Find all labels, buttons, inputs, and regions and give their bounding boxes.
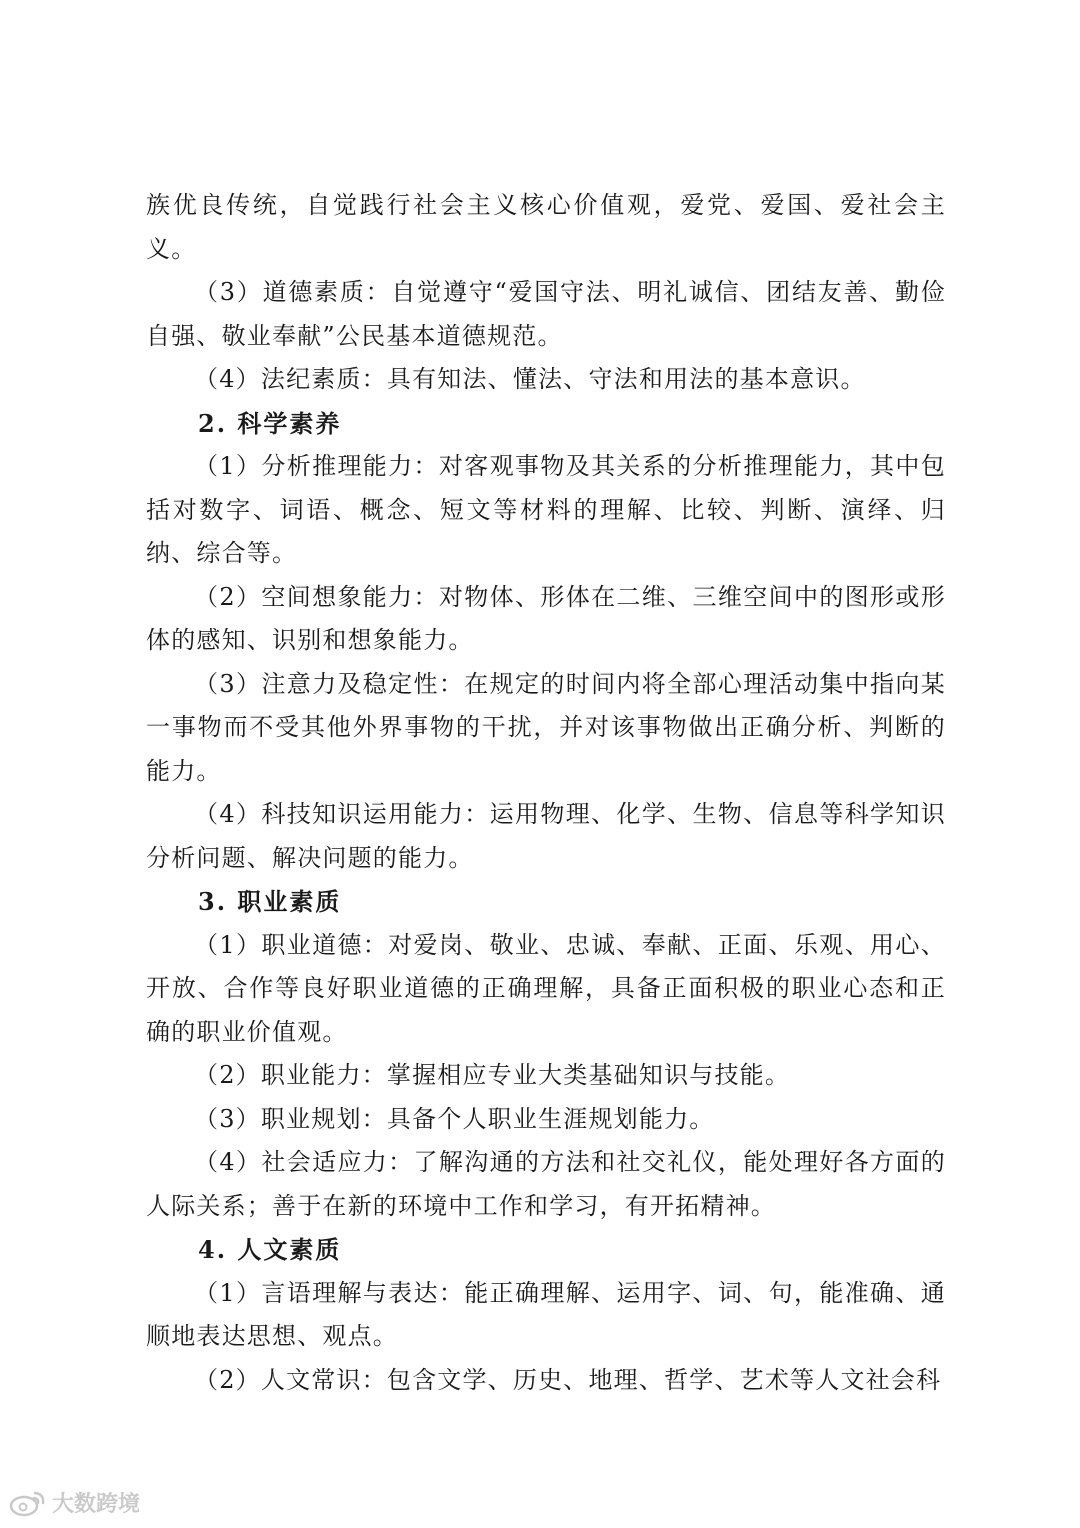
watermark-text: 大数跨境 [52, 1492, 141, 1517]
body-paragraph: （3）注意力及稳定性：在规定的时间内将全部心理活动集中指向某一事物而不受其他外界事物的干扰，并对该事物做出正确分析、判断的能力。 [146, 669, 946, 785]
section-heading: 2. 科学素养 [198, 408, 342, 438]
body-paragraph: （2）空间想象能力：对物体、形体在二维、三维空间中的图形或形体的感知、识别和想象能力。 [146, 582, 946, 654]
body-paragraph: （2）职业能力：掌握相应专业大类基础知识与技能。 [194, 1061, 791, 1089]
body-paragraph: （1）职业道德：对爱岗、敬业、忠诚、奉献、正面、乐观、用心、开放、合作等良好职业道德的正确理解，具备正面积极的职业心态和正确的职业价值观。 [146, 930, 946, 1046]
body-paragraph: （3）道德素质：自觉遵守“爱国守法、明礼诚信、团结友善、勤俭自强、敬业奉献”公民基本道德规范。 [146, 278, 946, 350]
weibo-logo-icon [8, 1489, 48, 1517]
body-paragraph: （2）人文常识：包含文学、历史、地理、哲学、艺术等人文社会科 [194, 1365, 942, 1394]
document-body [146, 184, 946, 1402]
body-paragraph: （1）言语理解与表达：能正确理解、运用字、词、句，能准确、通顺地表达思想、观点。 [146, 1278, 946, 1350]
body-paragraph: （4）法纪素质：具有知法、懂法、守法和用法的基本意识。 [194, 365, 866, 393]
body-paragraph: 族优良传统，自觉践行社会主义核心价值观，爱党、爱国、爱社会主义。 [146, 191, 946, 263]
section-heading: 4. 人文素质 [198, 1235, 342, 1264]
body-paragraph: （4）社会适应力：了解沟通的方法和社交礼仪，能处理好各方面的人际关系；善于在新的环境中工作和学习，有开拓精神。 [146, 1148, 946, 1220]
section-heading: 3. 职业素质 [198, 887, 342, 916]
body-paragraph: （3）职业规划：具备个人职业生涯规划能力。 [194, 1104, 715, 1133]
watermark [8, 1487, 140, 1518]
body-paragraph: （1）分析推理能力：对客观事物及其关系的分析推理能力，其中包括对数字、词语、概念、短文等材料的理解、比较、判断、演绎、归纳、综合等。 [146, 452, 946, 567]
body-paragraph: （4）科技知识运用能力：运用物理、化学、生物、信息等科学知识分析问题、解决问题的能力。 [146, 800, 946, 872]
